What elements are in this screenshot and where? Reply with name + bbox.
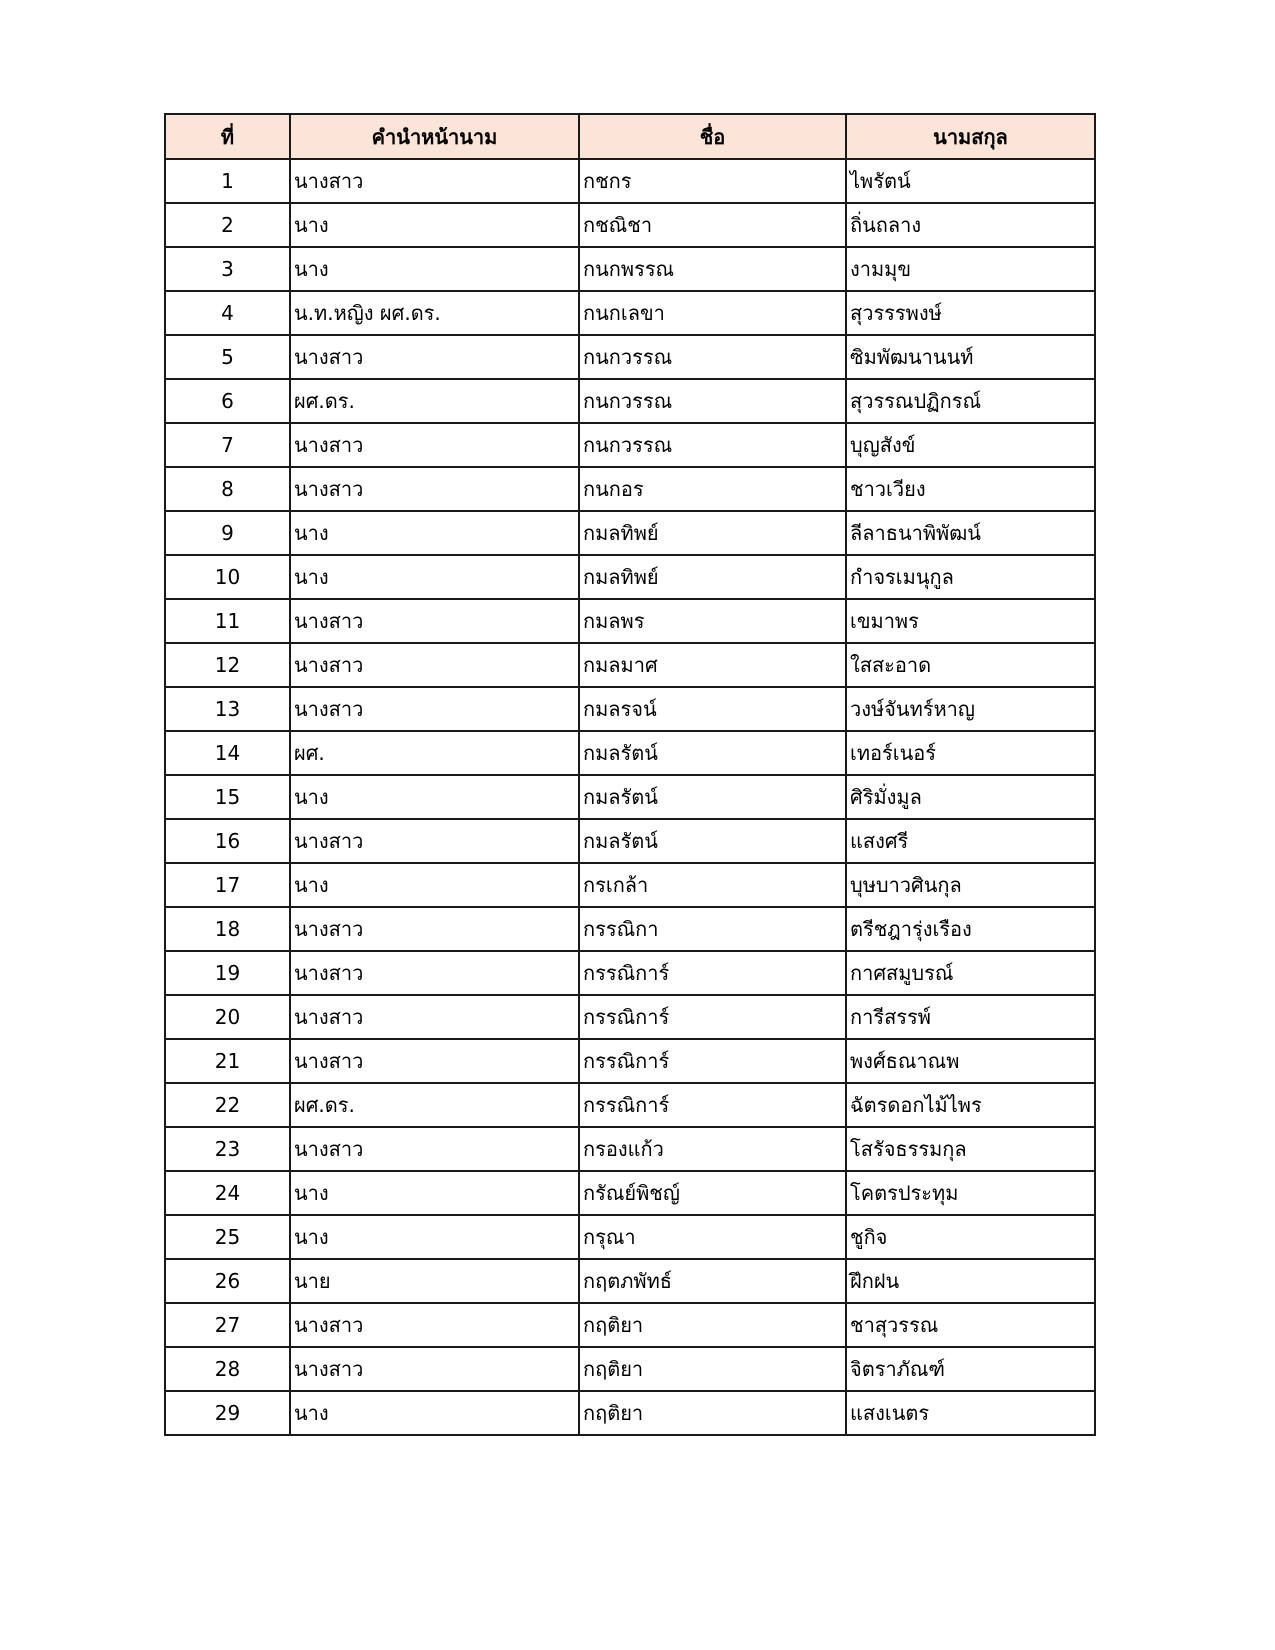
row-last-name: พงศ์ธณาณพ [846,1039,1095,1083]
row-first-name: กรรณิการ์ [579,1083,846,1127]
row-first-name: กมลรัตน์ [579,775,846,819]
row-first-name: กนกอร [579,467,846,511]
row-first-name: กฤติยา [579,1303,846,1347]
row-prefix: นาง [290,511,579,555]
row-first-name: กมลทิพย์ [579,511,846,555]
name-list-table [164,113,1096,1436]
row-first-name: กรุณา [579,1215,846,1259]
row-last-name: ไพรัตน์ [846,159,1095,203]
row-prefix: นาง [290,863,579,907]
row-first-name: กรรณิการ์ [579,951,846,995]
table-row [165,951,1095,995]
row-first-name: กฤติยา [579,1347,846,1391]
row-prefix: นาง [290,555,579,599]
header-row [165,114,1095,159]
table-row [165,1127,1095,1171]
row-first-name: กมลทิพย์ [579,555,846,599]
row-last-name: ชาสุวรรณ [846,1303,1095,1347]
row-number: 16 [165,819,290,863]
header-last-name: นามสกุล [846,114,1095,159]
row-last-name: บุญสังข์ [846,423,1095,467]
row-last-name: ลีลาธนาพิพัฒน์ [846,511,1095,555]
row-number: 10 [165,555,290,599]
row-number: 28 [165,1347,290,1391]
row-first-name: กนกเลขา [579,291,846,335]
table-row [165,687,1095,731]
row-prefix: นางสาว [290,1039,579,1083]
row-prefix: นาง [290,1215,579,1259]
row-first-name: กรรณิกา [579,907,846,951]
table-row [165,1303,1095,1347]
row-first-name: กรเกล้า [579,863,846,907]
row-number: 13 [165,687,290,731]
row-first-name: กรองแก้ว [579,1127,846,1171]
table-row [165,995,1095,1039]
row-first-name: กฤตภพัทธ์ [579,1259,846,1303]
row-last-name: สุวรรณปฏิกรณ์ [846,379,1095,423]
row-prefix: นางสาว [290,599,579,643]
row-last-name: ตรีชฎารุ่งเรือง [846,907,1095,951]
row-last-name: ใสสะอาด [846,643,1095,687]
header-first-name: ชื่อ [579,114,846,159]
row-first-name: กนกวรรณ [579,423,846,467]
row-first-name: กรรณิการ์ [579,995,846,1039]
row-number: 17 [165,863,290,907]
row-last-name: แสงเนตร [846,1391,1095,1435]
row-last-name: ฉัตรดอกไม้ไพร [846,1083,1095,1127]
row-number: 14 [165,731,290,775]
row-first-name: กฤติยา [579,1391,846,1435]
row-number: 20 [165,995,290,1039]
row-prefix: ผศ. [290,731,579,775]
row-prefix: นางสาว [290,159,579,203]
row-prefix: นาง [290,247,579,291]
row-last-name: ชาวเวียง [846,467,1095,511]
row-number: 4 [165,291,290,335]
row-number: 7 [165,423,290,467]
row-number: 22 [165,1083,290,1127]
table-row [165,247,1095,291]
row-prefix: นางสาว [290,423,579,467]
row-prefix: ผศ.ดร. [290,1083,579,1127]
row-prefix: นางสาว [290,1127,579,1171]
row-prefix: นางสาว [290,643,579,687]
row-first-name: กชณิชา [579,203,846,247]
row-first-name: กชกร [579,159,846,203]
row-number: 8 [165,467,290,511]
row-last-name: วงษ์จันทร์หาญ [846,687,1095,731]
row-last-name: บุษบาวศินกุล [846,863,1095,907]
row-last-name: เขมาพร [846,599,1095,643]
row-first-name: กรรณิการ์ [579,1039,846,1083]
row-first-name: กมลรัตน์ [579,731,846,775]
table-row [165,1039,1095,1083]
row-last-name: ศิริมั่งมูล [846,775,1095,819]
row-last-name: การีสรรพ์ [846,995,1095,1039]
header-no: ที่ [165,114,290,159]
table-row [165,1215,1095,1259]
row-number: 26 [165,1259,290,1303]
row-last-name: ชูกิจ [846,1215,1095,1259]
row-first-name: กนกวรรณ [579,335,846,379]
row-number: 3 [165,247,290,291]
row-last-name: ฝึกฝน [846,1259,1095,1303]
table-row [165,599,1095,643]
table-row [165,291,1095,335]
row-last-name: ซิมพัฒนานนท์ [846,335,1095,379]
row-number: 19 [165,951,290,995]
row-number: 12 [165,643,290,687]
row-number: 23 [165,1127,290,1171]
table-row [165,423,1095,467]
row-number: 24 [165,1171,290,1215]
row-prefix: นางสาว [290,951,579,995]
row-prefix: น.ท.หญิง ผศ.ดร. [290,291,579,335]
row-number: 5 [165,335,290,379]
row-number: 25 [165,1215,290,1259]
row-number: 11 [165,599,290,643]
row-prefix: นาง [290,1171,579,1215]
row-prefix: นางสาว [290,467,579,511]
row-last-name: เทอร์เนอร์ [846,731,1095,775]
table-row [165,1391,1095,1435]
row-prefix: นางสาว [290,335,579,379]
table-row [165,159,1095,203]
row-first-name: กมลรจน์ [579,687,846,731]
row-prefix: นางสาว [290,687,579,731]
row-prefix: นางสาว [290,819,579,863]
row-number: 2 [165,203,290,247]
row-prefix: นาง [290,203,579,247]
table-row [165,467,1095,511]
row-last-name: กาศสมูบรณ์ [846,951,1095,995]
header-prefix: คำนำหน้านาม [290,114,579,159]
table-row [165,1259,1095,1303]
row-last-name: แสงศรี [846,819,1095,863]
row-prefix: นางสาว [290,1347,579,1391]
row-first-name: กมลมาศ [579,643,846,687]
row-number: 18 [165,907,290,951]
row-prefix: นาง [290,775,579,819]
row-number: 9 [165,511,290,555]
row-prefix: นางสาว [290,1303,579,1347]
table-row [165,379,1095,423]
row-number: 1 [165,159,290,203]
row-prefix: นางสาว [290,907,579,951]
row-last-name: กำจรเมนุกูล [846,555,1095,599]
row-number: 27 [165,1303,290,1347]
row-last-name: โคตรประทุม [846,1171,1095,1215]
table-row [165,1171,1095,1215]
row-first-name: กรัณย์พิชญ์ [579,1171,846,1215]
table-row [165,907,1095,951]
row-first-name: กนกพรรณ [579,247,846,291]
row-first-name: กมลพร [579,599,846,643]
row-prefix: ผศ.ดร. [290,379,579,423]
row-prefix: นาง [290,1391,579,1435]
row-last-name: ถิ่นถลาง [846,203,1095,247]
row-number: 21 [165,1039,290,1083]
row-prefix: นาย [290,1259,579,1303]
table-row [165,555,1095,599]
table-row [165,819,1095,863]
table-row [165,775,1095,819]
row-last-name: สุวรรรพงษ์ [846,291,1095,335]
table-row [165,1083,1095,1127]
row-last-name: งามมุข [846,247,1095,291]
table-row [165,511,1095,555]
table-row [165,863,1095,907]
row-number: 6 [165,379,290,423]
table-row [165,1347,1095,1391]
table-row [165,643,1095,687]
table-row [165,731,1095,775]
row-prefix: นางสาว [290,995,579,1039]
table-body [165,159,1095,1435]
row-number: 15 [165,775,290,819]
row-last-name: โสรัจธรรมกุล [846,1127,1095,1171]
row-first-name: กนกวรรณ [579,379,846,423]
table-row [165,335,1095,379]
table-row [165,203,1095,247]
row-last-name: จิตราภัณฑ์ [846,1347,1095,1391]
row-number: 29 [165,1391,290,1435]
row-first-name: กมลรัตน์ [579,819,846,863]
